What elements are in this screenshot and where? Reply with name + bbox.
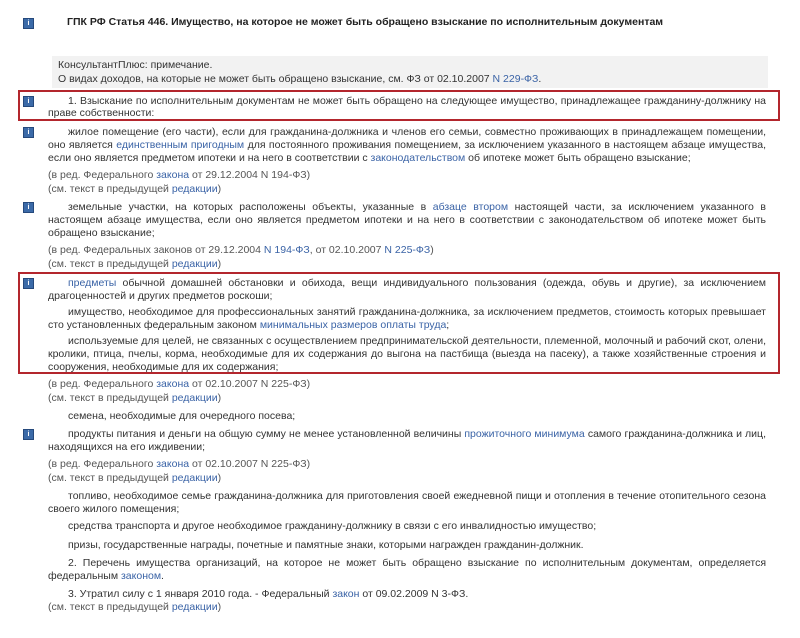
paragraph-3-line-2: настоящем абзаце имущества, если оно является предметом ипотеки и на него в соответствии с законодательством об ипотеке может быть [48,214,766,226]
info-icon[interactable]: i [23,429,34,440]
paragraph-transport: средства транспорта и другое необходимое гражданину-должнику в связи с его инвалидностью имущество; [68,520,597,532]
link-mrot[interactable]: минимальных размеров оплаты труда [259,319,447,331]
link-zakon[interactable]: закона [156,378,190,390]
paragraph-3-line-3: обращено взыскание; [48,227,155,239]
info-icon[interactable]: i [23,127,34,138]
link-redaktsii[interactable]: редакции [171,392,218,404]
page-title: ГПК РФ Статья 446. Имущество, на которое не может быть обращено взыскание по исполнительным документам [67,16,664,28]
edition-note: (в ред. Федеральных законов от 29.12.2004 N 194-ФЗ, от 02.10.2007 N 225-ФЗ) [48,244,434,256]
paragraph-4-line-1: предметы обычной домашней обстановки и обихода, вещи индивидуального пользования (одежда, обувь и другие), за исключением [68,277,766,289]
link-redaktsii[interactable]: редакции [171,601,218,613]
edition-note: (в ред. Федерального закона от 29.12.2004 N 194-ФЗ) [48,169,311,181]
paragraph-food-line-1: продукты питания и деньги на общую сумму не менее установленной величины прожиточного минимума самого гражданина-должника и лиц, [68,428,766,440]
paragraph-organizations-line-1: 2. Перечень имущества организаций, на которое не может быть обращено взыскание по исполнительным документам, определяется [68,557,766,569]
info-icon[interactable]: i [23,18,34,29]
link-redaktsii[interactable]: редакции [171,472,218,484]
paragraph-fuel-line-2: своего жилого помещения; [48,503,180,515]
paragraph-6-line-1: используемые для целей, не связанных с осуществлением предпринимательской деятельности, племенной, молочный и рабочий скот, олени, [68,335,766,347]
link-zakonodatelstvom[interactable]: законодательством [370,152,466,164]
link-225-fz[interactable]: N 225-ФЗ [384,244,431,256]
link-edinstvennym[interactable]: единственным пригодным [116,139,245,151]
paragraph-2-line-3: если оно является предметом ипотеки и на него в соответствии с законодательством об ипотеке может быть обращено взыскание; [48,152,691,164]
see-previous-edition: (см. текст в предыдущей редакции) [48,472,222,484]
paragraph-6-line-3: сооружения, необходимые для их содержания; [48,361,279,373]
link-redaktsii[interactable]: редакции [171,183,218,195]
paragraph-seeds: семена, необходимые для очередного посева; [68,410,296,422]
note-link[interactable]: N 229-ФЗ [492,73,539,85]
link-194-fz[interactable]: N 194-ФЗ [263,244,310,256]
paragraph-5-line-1: имущество, необходимое для профессиональных занятий гражданина-должника, за исключением предметов, стоимость которых превышает [68,306,766,318]
link-prozhitochnogo-minimuma[interactable]: прожиточного минимума [464,428,585,440]
info-icon[interactable]: i [23,278,34,289]
link-redaktsii[interactable]: редакции [171,258,218,270]
paragraph-1-line-2: праве собственности: [48,107,155,119]
paragraph-repealed: 3. Утратил силу с 1 января 2010 года. - Федеральный закон от 09.02.2009 N 3-ФЗ. [68,588,469,600]
link-zakon[interactable]: закон [332,588,360,600]
paragraph-1-line-1: 1. Взыскание по исполнительным документам не может быть обращено на следующее имущество, принадлежащее гражданину-должнику на [68,95,766,107]
paragraph-4-line-2: драгоценностей и других предметов роскоши; [48,290,273,302]
link-predmety[interactable]: предметы [68,277,117,289]
see-previous-edition: (см. текст в предыдущей редакции) [48,183,222,195]
see-previous-edition: (см. текст в предыдущей редакции) [48,601,222,613]
paragraph-fuel-line-1: топливо, необходимое семье гражданина-должника для приготовления своей ежедневной пищи и отопления в течение отопительного сезона [68,490,766,502]
paragraph-2-line-1: жилое помещение (его части), если для гражданина-должника и членов его семьи, совместно проживающих в принадлежащем помещении, [68,126,766,138]
link-zakonom[interactable]: законом [120,570,162,582]
edition-note: (в ред. Федерального закона от 02.10.2007 N 225-ФЗ) [48,458,311,470]
paragraph-5-line-2: сто установленных федеральным законом минимальных размеров оплаты труда; [48,319,450,331]
link-abzatse-vtorom[interactable]: абзаце втором [432,201,509,213]
paragraph-food-line-2: находящихся на его иждивении; [48,441,206,453]
paragraph-2-line-2: оно является единственным пригодным для постоянного проживания помещением, за исключением указанного в настоящем абзаце имущества, [48,139,767,151]
link-zakon[interactable]: закона [156,169,190,181]
note-label: КонсультантПлюс: примечание. [58,59,213,71]
paragraph-prizes: призы, государственные награды, почетные и памятные знаки, которыми награжден гражданин-должник. [68,539,584,551]
info-icon[interactable]: i [23,96,34,107]
link-zakon[interactable]: закона [156,458,190,470]
paragraph-organizations-line-2: федеральным законом. [48,570,164,582]
edition-note: (в ред. Федерального закона от 02.10.2007 N 225-ФЗ) [48,378,311,390]
paragraph-3-line-1: земельные участки, на которых расположены объекты, указанные в абзаце втором настоящей части, за исключением указанного в [68,201,766,213]
info-icon[interactable]: i [23,202,34,213]
note-text: О видах доходов, на которые не может быть обращено взыскание, см. ФЗ от 02.10.2007 N 229-ФЗ. [58,73,542,85]
see-previous-edition: (см. текст в предыдущей редакции) [48,258,222,270]
see-previous-edition: (см. текст в предыдущей редакции) [48,392,222,404]
paragraph-6-line-2: кролики, птица, пчелы, корма, необходимые для их содержания до выгона на пастбища (выезда на пасеку), а также хозяйственные строения и [48,348,766,360]
